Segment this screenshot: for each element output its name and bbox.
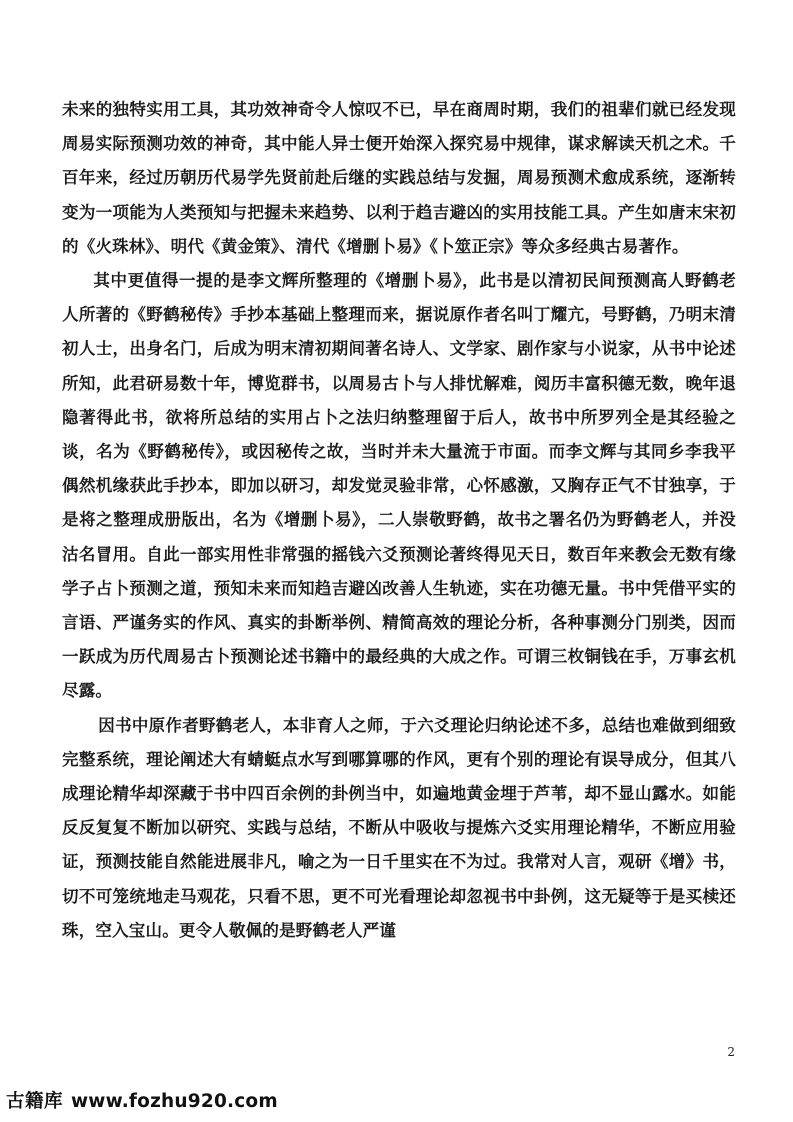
page-number: 2 bbox=[727, 1045, 735, 1059]
paragraph-3: 因书中原作者野鹤老人，本非育人之师，于六爻理论归纳论述不多，总结也难做到细致完整系统，理论阐述大有蜻蜓点水写到哪算哪的作风，更有个别的理论有误导成分，但其八成理论精华却深藏于书中四百余例的卦例当中，如遍地黄金埋于芦苇，却不显山露水。如能反反复复不断加以研究、实践与总结，不断从中吸收与提炼六爻实用理论精华，不断应用验证，预测技能自然能进展非凡，喻之为一日千里实在不为过。我常对人言，观研《增》书，切不可笼统地走马观花，只看不思，更不可光看理论却忽视书中卦例，这无疑等于是买椟还珠，空入宝山。更令人敬佩的是野鹤老人严谨 bbox=[62, 715, 736, 940]
watermark bbox=[6, 1087, 278, 1113]
watermark-site-url: www.fozhu920.com bbox=[71, 1091, 278, 1112]
paragraph-1: 未来的独特实用工具，其功效神奇令人惊叹不已，早在商周时期，我们的祖辈们就已经发现周易实际预测功效的神奇，其中能人异士便开始深入探究易中规律，谋求解读天机之术。千百年来，经过历朝历代易学先贤前赴后继的实践总结与发掘，周易预测术愈成系统，逐渐转变为一项能为人类预知与把握未来趋势、以利于趋吉避凶的实用技能工具。产生如唐末宋初的《火珠林》、明代《黄金策》、清代《增删卜易》《卜筮正宗》等众多经典古易著作。 bbox=[62, 100, 736, 256]
paragraph-2: 其中更值得一提的是李文辉所整理的《增删卜易》，此书是以清初民间预测高人野鹤老人所著的《野鹤秘传》手抄本基础上整理而来，据说原作者名叫丁耀亢，号野鹤，乃明末清初人士，出身名门，后成为明末清初期间著名诗人、文学家、剧作家与小说家，从书中论述所知，此君研易数十年，博览群书，以周易古卜与人排忧解难，阅历丰富积德无数，晚年退隐著得此书，欲将所总结的实用占卜之法归纳整理留于后人，故书中所罗列全是其经验之谈，名为《野鹤秘传》，或因秘传之故，当时并未大量流于市面。而李文辉与其同乡李我平偶然机缘获此手抄本，即加以研习，却发觉灵验非常，心怀感激，又胸存正气不甘独享，于是将之整理成册版出，名为《增删卜易》，二人崇敬野鹤，故书之署名仍为野鹤老人，并没沽名冒用。自此一部实用性非常强的摇钱六爻预测论著终得见天日，数百年来教会无数有缘学子占卜预测之道，预知未来而知趋吉避凶改善人生轨迹，实在功德无量。书中凭借平实的言语、严谨务实的作风、真实的卦断举例、精简高效的理论分析，各种事测分门别类，因而一跃成为历代周易古卜预测论述书籍中的最经典的大成之作。可谓三枚铜钱在手，万事玄机尽露。 bbox=[62, 271, 736, 701]
document-body bbox=[62, 93, 736, 948]
watermark-site-name: 古籍库 bbox=[6, 1091, 64, 1112]
